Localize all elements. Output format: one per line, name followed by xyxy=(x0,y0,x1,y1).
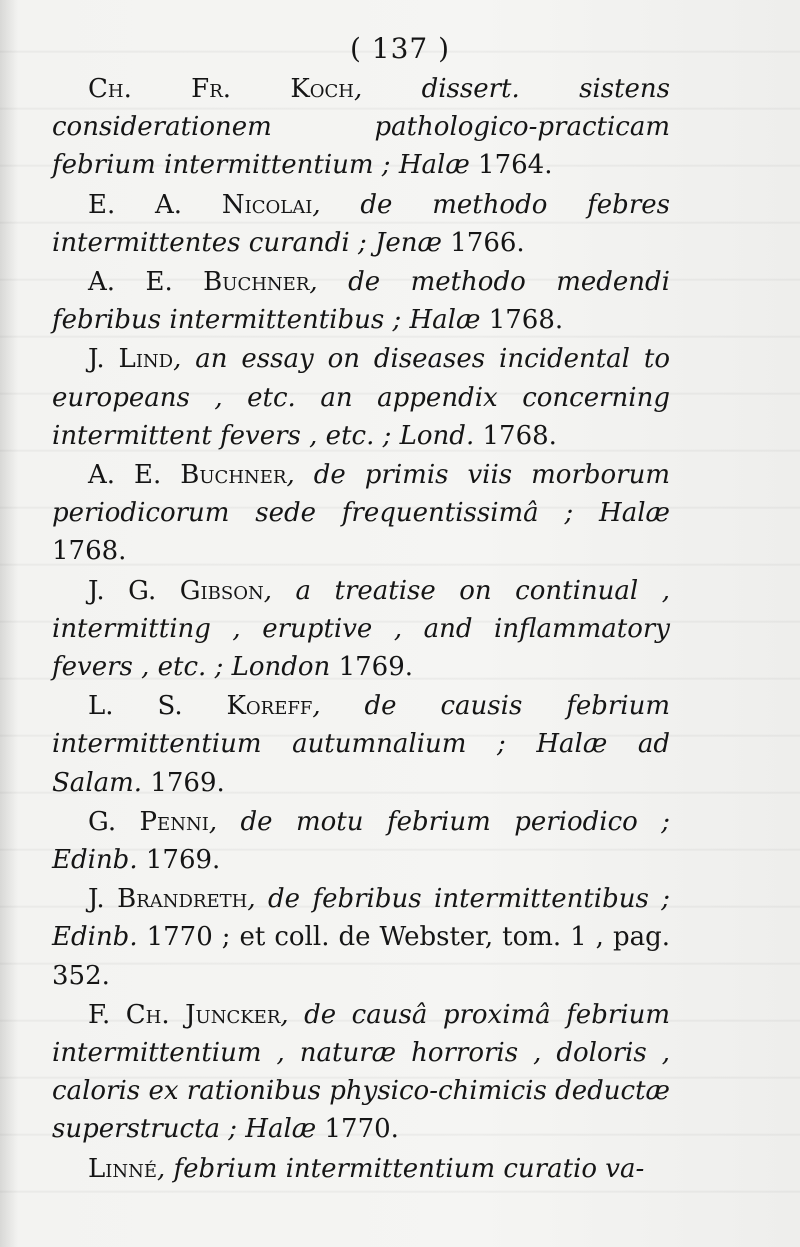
bibliography-entry xyxy=(52,996,670,1149)
entry-title: , febrium intermittentium curatio va- xyxy=(157,1153,645,1184)
entry-tail: 1769. xyxy=(137,845,221,876)
entry-author: J. Lind xyxy=(88,344,174,375)
entry-author: Ch. Fr. Koch xyxy=(88,74,354,104)
entry-tail: 1768. xyxy=(52,536,127,567)
entry-author: E. A. Nicolai xyxy=(88,189,313,220)
entry-author: J. G. Gibson xyxy=(88,575,264,606)
bibliography-entry xyxy=(52,70,670,185)
entry-author: A. E. Buchner xyxy=(88,460,287,491)
entry-author: F. Ch. Juncker xyxy=(88,999,281,1030)
bibliography-entry xyxy=(52,803,670,879)
entry-tail: 1766. xyxy=(442,227,525,258)
entry-title: , an essay on diseases incidental to europeans , etc. an appendix concerning intermittent fevers , etc. ; Lond. xyxy=(52,344,670,451)
entry-title: , dissert. sistens considerationem pathologico-practicam febrium intermittentium ; Halæ xyxy=(52,74,670,181)
entry-tail: 1769. xyxy=(330,652,414,683)
entry-tail: 1768. xyxy=(474,420,557,451)
entry-tail: 1770 ; et coll. de Webster, tom. 1 , pag. 352. xyxy=(52,922,670,991)
bibliography-entry xyxy=(52,1150,670,1188)
bibliography-entry xyxy=(52,340,670,455)
entry-title: , de methodo febres intermittentes curandi ; Jenæ xyxy=(52,189,670,258)
bibliography-entry xyxy=(52,572,670,687)
entry-author: J. Brandreth xyxy=(88,884,248,915)
entry-tail: 1769. xyxy=(142,767,225,798)
entry-author: G. Penni xyxy=(88,806,209,837)
entry-tail: 1770. xyxy=(316,1114,399,1145)
bibliography-entry xyxy=(52,186,670,262)
entry-title: , de primis viis morborum periodicorum sede frequentissimâ ; Halæ xyxy=(52,460,670,529)
bibliography-list xyxy=(52,70,670,1189)
entry-title: , de causis febrium intermittentium autumnalium ; Halæ ad Salam. xyxy=(52,691,670,798)
bibliography-entry xyxy=(52,880,670,995)
entry-title: , de causâ proximâ febrium intermittentium , naturæ horroris , doloris , caloris ex rationibus physico-chimicis deductæ superstructa ; Halæ xyxy=(52,999,670,1145)
entry-title: , de methodo medendi febribus intermittentibus ; Halæ xyxy=(52,267,670,336)
entry-author: L. S. Koreff xyxy=(88,691,313,722)
entry-author: Linné xyxy=(88,1153,158,1184)
entry-title: , a treatise on continual , intermitting , eruptive , and inflammatory fevers , etc. ; London xyxy=(52,575,670,683)
entry-tail: 1764. xyxy=(469,150,553,181)
entry-title: , de febribus intermittentibus ; Edinb. xyxy=(52,884,671,953)
bibliography-entry xyxy=(52,687,670,802)
bibliography-entry xyxy=(52,263,670,339)
entry-tail: 1768. xyxy=(480,305,564,336)
entry-title: , de motu febrium periodico ; Edinb. xyxy=(52,806,671,876)
page-number: ( 137 ) xyxy=(349,32,451,65)
entry-author: A. E. Buchner xyxy=(88,267,310,298)
bibliography-entry xyxy=(52,456,670,571)
